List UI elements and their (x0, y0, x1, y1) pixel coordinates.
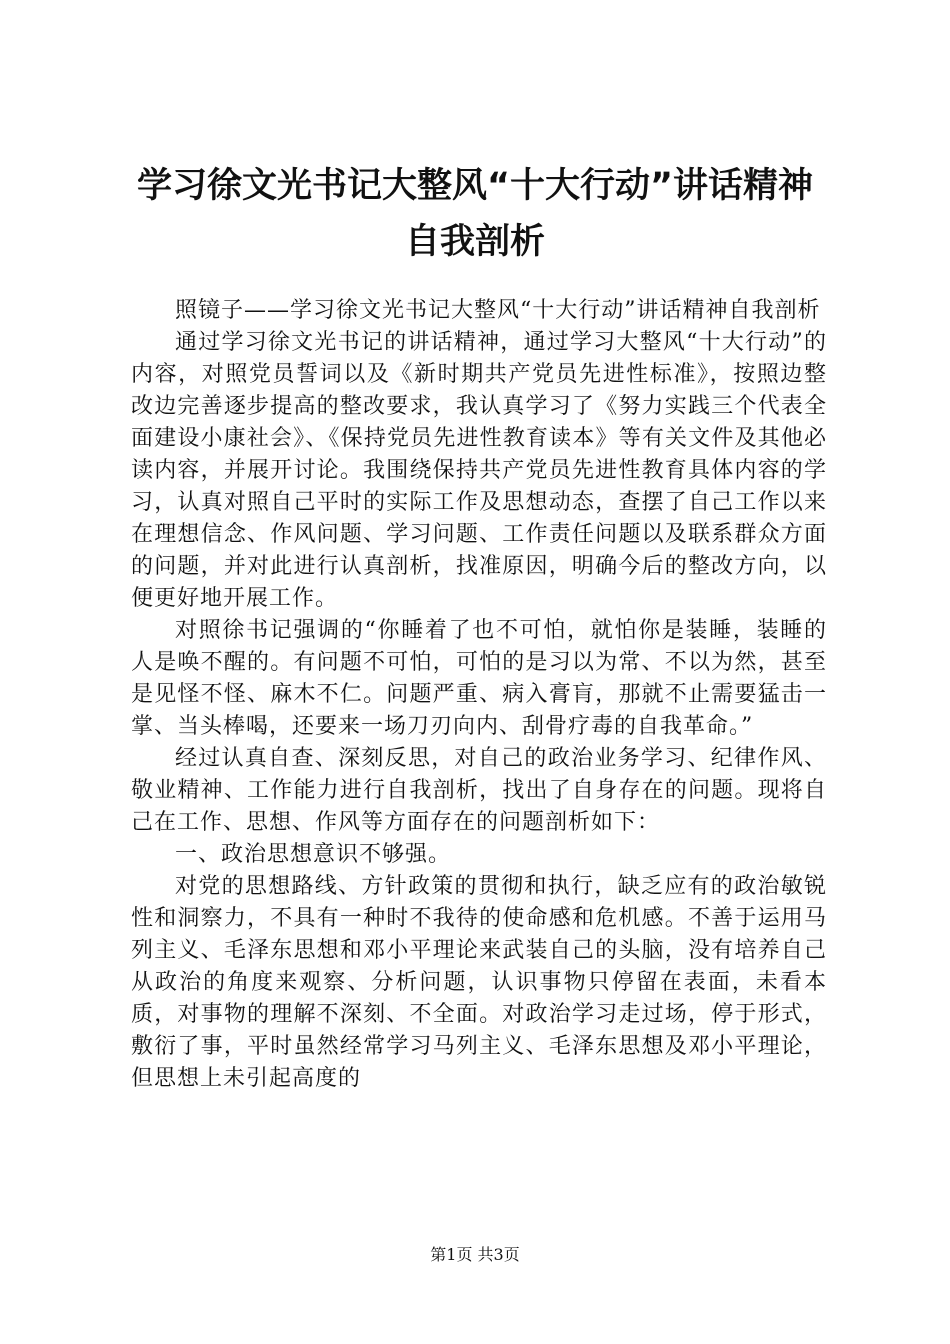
paragraph: 对党的思想路线、方针政策的贯彻和执行，缺乏应有的政治敏锐性和洞察力，不具有一种时不我待的使命感和危机感。不善于运用马列主义、毛泽东思想和邓小平理论来武装自己的头脑，没有培养自己从政治的角度来观察、分析问题，认识事物只停留在表面，未看本质，对事物的理解不深刻、不全面。对政治学习走过场，停于形式，敷衍了事，平时虽然经常学习马列主义、毛泽东思想及邓小平理论，但思想上未引起高度的 (131, 874, 827, 1091)
title-line-1: 学习徐文光书记大整风“十大行动”讲话精神 (136, 166, 813, 206)
page-footer: 第1页 共3页 (430, 1245, 520, 1264)
section-heading: 一、政治思想意识不够强。 (175, 842, 452, 867)
paragraph-subtitle: 照镜子——学习徐文光书记大整风“十大行动”讲话精神自我剖析 (175, 298, 821, 323)
paragraph: 经过认真自查、深刻反思，对自己的政治业务学习、纪律作风、敬业精神、工作能力进行自我剖析，找出了自身存在的问题。现将自己在工作、思想、作风等方面存在的问题剖析如下： (131, 746, 827, 835)
paragraph: 对照徐书记强调的“你睡着了也不可怕，就怕你是装睡，装睡的人是唤不醒的。有问题不可怕，可怕的是习以为常、不以为然，甚至是见怪不怪、麻木不仁。问题严重、病入膏肓，那就不止需要猛击一掌、当头棒喝，还要来一场刀刃向内、刮骨疗毒的自我革命。” (131, 618, 827, 739)
title-line-2: 自我剖析 (404, 222, 545, 262)
paragraph: 通过学习徐文光书记的讲话精神，通过学习大整风“十大行动”的内容，对照党员誓词以及《新时期共产党员先进性标准》，按照边整改边完善逐步提高的整改要求，我认真学习了《努力实践三个代表全面建设小康社会》、《保持党员先进性教育读本》等有关文件及其他必读内容，并展开讨论。我围绕保持共产党员先进性教育具体内容的学习，认真对照自己平时的实际工作及思想动态，查摆了自己工作以来在理想信念、作风问题、学习问题、工作责任问题以及联系群众方面的问题，并对此进行认真剖析，找准原因，明确今后的整改方向，以便更好地开展工作。 (131, 330, 827, 611)
document-title (120, 158, 830, 270)
document-body (131, 295, 827, 1095)
